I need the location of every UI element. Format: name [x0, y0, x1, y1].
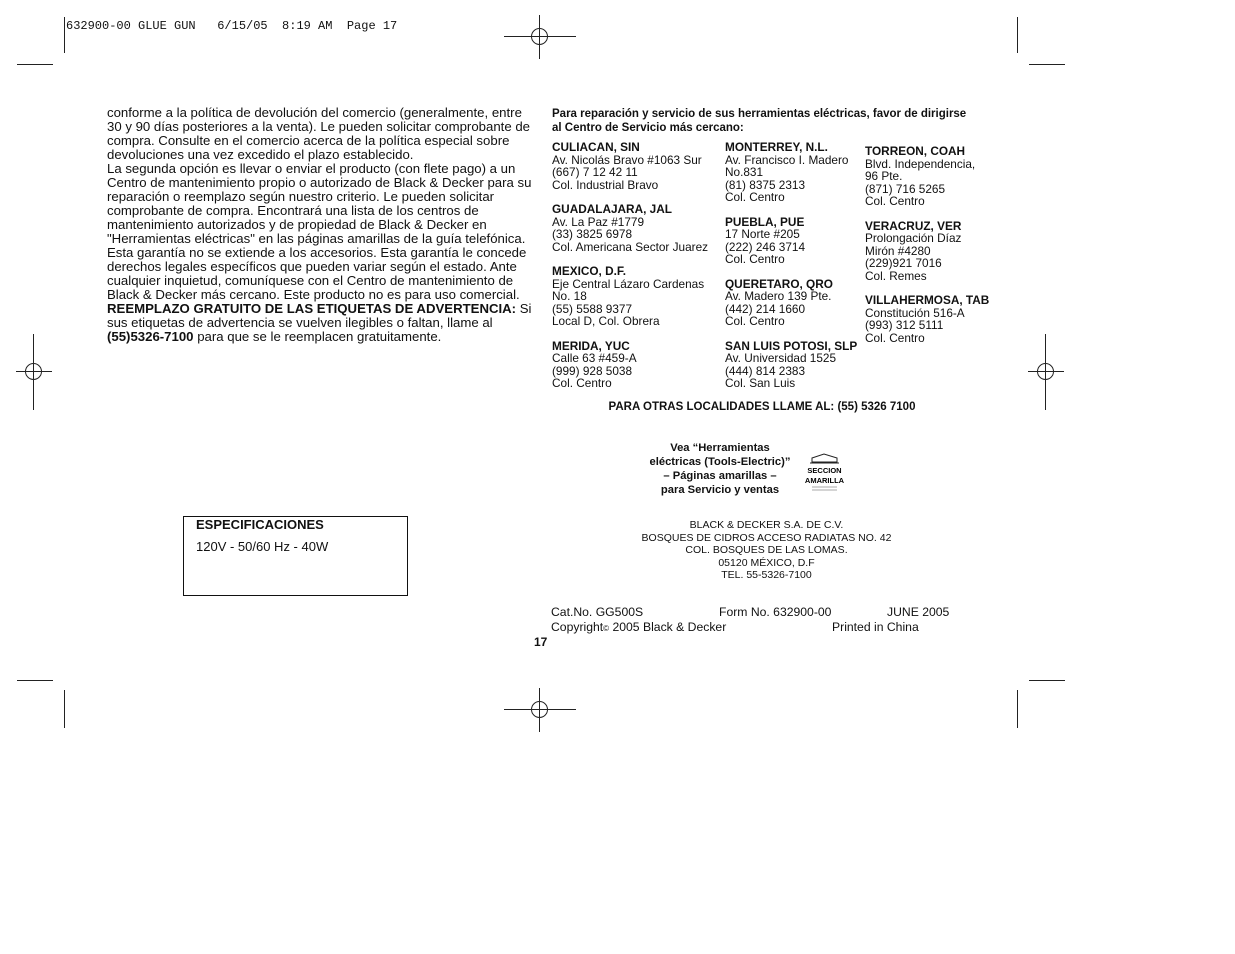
- yellow-pages-line: – Páginas amarillas –: [663, 470, 777, 482]
- service-center-line: 17 Norte #205: [725, 227, 800, 241]
- service-center-city: MONTERREY, N.L.: [725, 140, 828, 154]
- form-number: Form No. 632900-00: [719, 605, 832, 619]
- yellow-pages-note: [620, 441, 820, 497]
- yellow-pages-line: Vea “Herramientas: [670, 442, 770, 454]
- crop-mark: [64, 690, 65, 728]
- label-replacement-paragraph: [107, 302, 532, 344]
- service-center-line: Col. Centro: [725, 190, 785, 204]
- service-center-line: (667) 7 12 42 11: [552, 165, 638, 179]
- copyright: Copyright© 2005 Black & Decker: [551, 620, 727, 634]
- service-center-line: No. 18: [552, 289, 587, 303]
- service-center-line: Eje Central Lázaro Cardenas: [552, 276, 705, 291]
- service-center-city: MEXICO, D.F.: [552, 264, 627, 278]
- service-center-line: No.831: [725, 165, 764, 179]
- svg-text:AMARILLA: AMARILLA: [804, 476, 845, 485]
- company-address-line: 05120 MÉXICO, D.F: [718, 556, 815, 569]
- service-center-line: Col. Centro: [552, 376, 612, 390]
- registration-mark: [518, 688, 562, 732]
- service-center: [865, 294, 989, 344]
- warranty-paragraph: Esta garantía no se extiende a los accesorios. Esta garantía le concede derechos legales específicos que pueden variar según el estado. Ante cualquier inquietud, comuníquese con el Centro de mantenimiento de Black & Decker más cercano. Este producto no es para uso comercial.: [107, 245, 527, 302]
- registration-mark: [518, 15, 562, 59]
- company-address-line: BLACK & DECKER S.A. DE C.V.: [689, 519, 844, 531]
- service-center-city: VERACRUZ, VER: [865, 218, 962, 233]
- specifications-title: ESPECIFICACIONES: [196, 517, 324, 532]
- service-center-city: GUADALAJARA, JAL: [552, 202, 672, 216]
- service-center-city: MERIDA, YUC: [552, 338, 630, 353]
- service-column-2: [725, 141, 857, 402]
- company-address: [600, 519, 933, 582]
- svg-text:SECCION: SECCION: [807, 466, 842, 475]
- warranty-paragraph: La segunda opción es llevar o enviar el producto (con flete pago) a un Centro de mantenimiento propio o autorizado de Black & Decker para su reparación o reemplazo según nuestro criterio. Le pueden solicitar comprobante de compra. Encontrará una lista de los centros de mantenimiento autorizados y de propiedad de Black & Decker en "Herramientas eléctricas" en las páginas amarillas de la guía telefónica.: [107, 161, 532, 246]
- crop-mark: [17, 680, 53, 681]
- page-number: 17: [534, 635, 548, 649]
- service-center: [552, 265, 708, 328]
- service-center: [865, 145, 989, 208]
- service-intro: Para reparación y servicio de sus herramientas eléctricas, favor de dirigirse al Centro de Servicio más cercano:: [552, 108, 967, 134]
- company-address-line: COL. BOSQUES DE LAS LOMAS.: [685, 544, 848, 557]
- label-phone: (55)5326-7100: [107, 329, 194, 344]
- catalog-number: Cat.No. GG500S: [551, 605, 644, 619]
- service-center-city: QUERETARO, QRO: [725, 276, 833, 291]
- crop-mark: [1017, 17, 1018, 53]
- registration-mark: [12, 350, 56, 394]
- crop-mark: [1017, 690, 1018, 728]
- service-center-line: (993) 312 5111: [865, 318, 944, 332]
- service-center-line: Col. Centro: [725, 252, 785, 266]
- printed-in: Printed in China: [832, 620, 919, 634]
- service-center-line: Col. Industrial Bravo: [552, 177, 659, 192]
- service-center-line: Av. La Paz #1779: [552, 214, 645, 229]
- service-center-line: 96 Pte.: [865, 169, 903, 183]
- label-replacement-text: para que se le reemplacen gratuitamente.: [193, 329, 442, 344]
- other-locations: PARA OTRAS LOCALIDADES LLAME AL: (55) 5326 7100: [608, 401, 916, 413]
- seccion-amarilla-logo: [804, 453, 845, 495]
- service-center-line: (229)921 7016: [865, 256, 942, 270]
- service-center-line: Col. Centro: [865, 330, 925, 345]
- warranty-text: [107, 106, 532, 344]
- service-center-line: (444) 814 2383: [725, 363, 806, 378]
- service-center-line: (55) 5588 9377: [552, 301, 633, 316]
- service-center-line: Local D, Col. Obrera: [552, 314, 660, 328]
- label-replacement-heading: REEMPLAZO GRATUITO DE LAS ETIQUETAS DE ADVERTENCIA:: [107, 301, 517, 316]
- specifications-value: 120V - 50/60 Hz - 40W: [196, 539, 329, 554]
- yellow-pages-line: eléctricas (Tools-Electric)”: [649, 456, 791, 468]
- service-center-city: VILLAHERMOSA, TAB: [865, 293, 990, 307]
- service-center-line: Col. Americana Sector Juarez: [552, 239, 709, 254]
- printer-header: 632900-00 GLUE GUN 6/15/05 8:19 AM Page 17: [66, 19, 398, 33]
- registration-mark: [1024, 350, 1068, 394]
- service-center-city: SAN LUIS POTOSI, SLP: [725, 338, 858, 353]
- service-center-line: Av. Nicolás Bravo #1063 Sur: [552, 152, 702, 167]
- service-center-city: PUEBLA, PUE: [725, 214, 805, 229]
- service-center-line: Constitución 516-A: [865, 305, 965, 320]
- crop-mark: [17, 64, 53, 65]
- service-center-line: Col. Centro: [725, 314, 785, 328]
- service-center-city: CULIACAN, SIN: [552, 140, 640, 154]
- service-center: [552, 340, 708, 390]
- service-center-line: Av. Francisco I. Madero: [725, 152, 849, 167]
- service-center-line: Av. Universidad 1525: [725, 351, 837, 365]
- service-center: [552, 141, 708, 191]
- service-center-line: (222) 246 3714: [725, 239, 806, 254]
- service-center-line: Blvd. Independencia,: [865, 156, 976, 171]
- service-center-line: (871) 716 5265: [865, 181, 946, 196]
- company-address-line: TEL. 55-5326-7100: [721, 569, 812, 582]
- service-center-line: Col. San Luis: [725, 376, 796, 390]
- warranty-paragraph: conforme a la política de devolución del comercio (generalmente, entre 30 y 90 días posteriores a la venta). Le pueden solicitar comprobante de compra. Consulte en el comercio acerca de la política especial sobre devoluciones una vez excedido el plazo establecido.: [107, 105, 530, 162]
- service-center-line: Calle 63 #459-A: [552, 351, 637, 365]
- company-address-line: BOSQUES DE CIDROS ACCESO RADIATAS NO. 42: [641, 531, 892, 544]
- service-center: [865, 220, 989, 283]
- service-center: [725, 141, 857, 204]
- label-replacement-text: Si sus etiquetas de advertencia se vuelven ilegibles o faltan, llame al: [107, 301, 532, 330]
- publication-date: JUNE 2005: [887, 605, 950, 619]
- service-column-3: [865, 145, 989, 356]
- yellow-pages-line: para Servicio y ventas: [660, 484, 780, 496]
- service-center-line: (33) 3825 6978: [552, 227, 633, 241]
- service-column-1: [552, 141, 708, 402]
- service-center-line: Col. Remes: [865, 268, 927, 283]
- service-center-line: Mirón #4280: [865, 243, 931, 258]
- service-center-line: (999) 928 5038: [552, 363, 633, 378]
- crop-mark: [1029, 680, 1065, 681]
- crop-mark: [1029, 64, 1065, 65]
- service-center-line: Prolongación Díaz: [865, 231, 962, 245]
- service-center-line: Col. Centro: [865, 194, 925, 208]
- crop-mark: [64, 17, 65, 53]
- copyright-symbol: ©: [603, 624, 610, 633]
- service-center-line: (81) 8375 2313: [725, 177, 806, 192]
- service-center: [552, 203, 708, 253]
- service-center: [725, 216, 857, 266]
- service-center-line: Av. Madero 139 Pte.: [725, 289, 832, 303]
- service-center-line: (442) 214 1660: [725, 301, 806, 316]
- service-center: [725, 278, 857, 328]
- service-center: [725, 340, 857, 390]
- service-center-city: TORREON, COAH: [865, 144, 966, 158]
